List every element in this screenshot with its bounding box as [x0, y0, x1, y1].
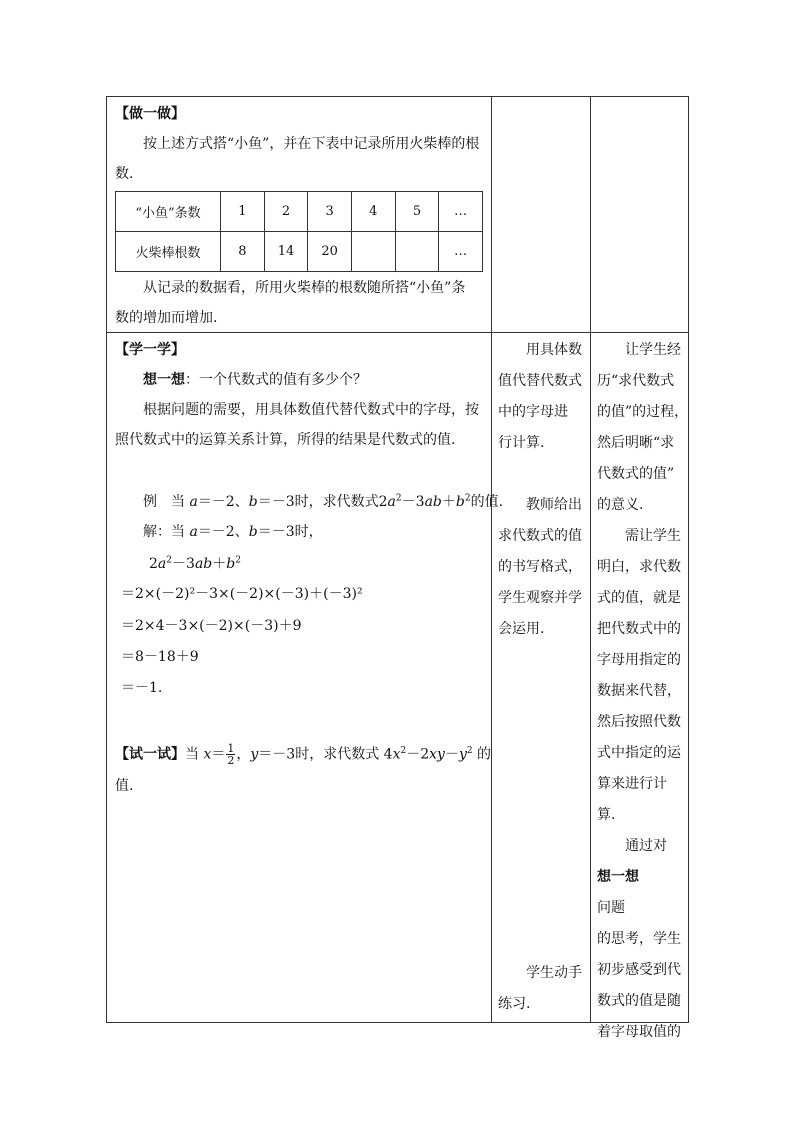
fraction-denominator: 2 — [227, 754, 235, 767]
try-line-2: 值. — [115, 778, 134, 794]
paragraph-line: 数的增加而增加. — [115, 310, 218, 326]
section-heading-do: 【做一做】 — [115, 106, 185, 122]
try-label: 【试一试】 — [115, 746, 185, 763]
table-cell: … — [439, 192, 483, 232]
paragraph-line: 按上述方式搭“小鱼”，并在下表中记录所用火柴棒的根 — [143, 136, 480, 152]
learn-cell — [107, 333, 504, 1023]
intent-line: 让学生经 — [597, 342, 681, 358]
solution-prefix: 解：当 — [143, 524, 185, 540]
fraction-one-half — [226, 743, 235, 766]
try-text-2: ＝－3时，求代数式 — [258, 746, 380, 763]
notes-block-b — [498, 490, 582, 645]
intent-line: 把代数式中的 — [597, 621, 681, 637]
example-b-value: ＝－3时，求代数式 — [257, 494, 379, 510]
intent-line: 字母用指定的 — [597, 652, 681, 668]
solution-step: ＝8－18＋9 — [121, 649, 199, 665]
example-a-value: ＝－2、 — [197, 494, 249, 510]
note-line: 中的字母进 — [498, 404, 568, 420]
think-label-bold: 想一想 — [597, 869, 639, 885]
intent-line: 的值”的过程， — [597, 404, 689, 420]
solution-b-value: ＝－3时， — [257, 524, 323, 540]
fraction-numerator: 1 — [227, 742, 235, 755]
design-intent-cell — [591, 333, 689, 1040]
intent-line: 式中指定的运 — [597, 745, 681, 761]
table-cell: 火柴棒根数 — [116, 232, 221, 272]
note-line: 行计算. — [498, 435, 545, 451]
table-cell: “小鱼”条数 — [116, 192, 221, 232]
table-cell: 20 — [308, 232, 352, 272]
var-a: a — [189, 494, 198, 510]
note-line: 求代数式的值 — [498, 528, 582, 544]
notes-block-c — [498, 958, 582, 1020]
intent-line: 明白，求代数 — [597, 559, 681, 575]
example-tail: 的值. — [470, 494, 504, 510]
try-line: 【试一试】当 x＝ $\frac{1}{2}$ ，y＝－3时，求代数式 $4x^2-2xy-y^2$ 的 — [115, 742, 492, 767]
notes-block-a — [498, 335, 582, 459]
paragraph-line: 根据问题的需要，用具体数值代替代数式中的字母，按 — [143, 402, 479, 418]
intent-line: 通过对 — [597, 838, 667, 854]
intent-line: 初步感受到代 — [597, 962, 681, 978]
matchstick-table — [115, 191, 483, 272]
example-line: 例 当 a＝－2、b＝－3时，求代数式$2a^2-3ab+b^2$的值. — [143, 493, 504, 510]
table-cell: … — [439, 232, 483, 272]
solution-step: ＝－1. — [121, 680, 163, 696]
note-line: 会运用. — [498, 621, 545, 637]
intent-line: 数式的值是随 — [597, 993, 681, 1009]
notes-cell-empty — [492, 97, 591, 333]
table-row — [116, 232, 483, 272]
table-cell: 4 — [351, 192, 395, 232]
think-text: ：一个代数式的值有多少个？ — [185, 372, 367, 388]
note-line: 的书写格式， — [498, 559, 582, 575]
intent-line: 的思考，学生 — [597, 931, 681, 947]
note-line: 练习. — [498, 996, 531, 1012]
intent-line: 数据来代替， — [597, 683, 681, 699]
table-cell: 8 — [221, 232, 265, 272]
paragraph-line: 数. — [115, 166, 134, 182]
table-cell: 14 — [264, 232, 308, 272]
table-cell — [351, 232, 395, 272]
table-cell: 5 — [395, 192, 439, 232]
intent-line: 历“求代数式 — [597, 373, 675, 389]
try-comma: ， — [236, 746, 251, 763]
think-line — [143, 371, 367, 389]
intent-block — [597, 335, 688, 1048]
paragraph-line: 从记录的数据看，所用火柴棒的根数随所搭“小鱼”条 — [143, 280, 466, 296]
intent-line: 的意义. — [597, 497, 644, 513]
example-prefix: 例 当 — [143, 494, 185, 510]
lesson-table — [106, 96, 689, 1040]
note-line: 教师给出 — [498, 497, 582, 513]
note-line: 学生观察并学 — [498, 590, 582, 606]
intent-line: 然后明晰“求 — [597, 435, 675, 451]
solution-a-value: ＝－2、 — [197, 524, 249, 540]
intent-line: 算来进行计 — [597, 776, 667, 792]
intent-cell-empty — [591, 97, 689, 333]
teacher-notes-cell — [492, 333, 591, 1023]
intent-line: 需让学生 — [597, 528, 681, 544]
solution-step: ＝2×(－2)²－3×(－2)×(－3)＋(－3)² — [121, 586, 363, 602]
activity-cell — [107, 97, 492, 333]
think-label: 想一想 — [143, 372, 185, 388]
solution-line: 解：当 a＝－2、b＝－3时， — [143, 524, 323, 540]
intent-line: 式的值，就是 — [597, 590, 681, 606]
table-cell: 1 — [221, 192, 265, 232]
intent-line: 着字母取值的 — [597, 1024, 681, 1040]
try-text: 当 — [185, 746, 199, 763]
note-line: 学生动手 — [498, 965, 582, 981]
section-heading-learn: 【学一学】 — [115, 342, 185, 358]
solution-step: ＝2×4－3×(－2)×(－3)＋9 — [121, 618, 302, 634]
table-row — [116, 192, 483, 232]
solution-expression: $2a^2-3ab+b^2$ — [149, 555, 241, 572]
intent-text: 问题 — [597, 900, 625, 916]
table-cell: 3 — [308, 192, 352, 232]
table-cell — [395, 232, 439, 272]
intent-line — [597, 862, 688, 924]
paragraph-line: 照代数式中的运算关系计算，所得的结果是代数式的值. — [115, 432, 456, 448]
intent-line: 代数式的值” — [597, 466, 675, 482]
intent-line: 然后按照代数 — [597, 714, 681, 730]
intent-line: 算. — [597, 807, 616, 823]
table-cell: 2 — [264, 192, 308, 232]
note-line: 用具体数 — [498, 342, 582, 358]
var-b: b — [248, 494, 258, 510]
note-line: 值代替代数式 — [498, 373, 582, 389]
